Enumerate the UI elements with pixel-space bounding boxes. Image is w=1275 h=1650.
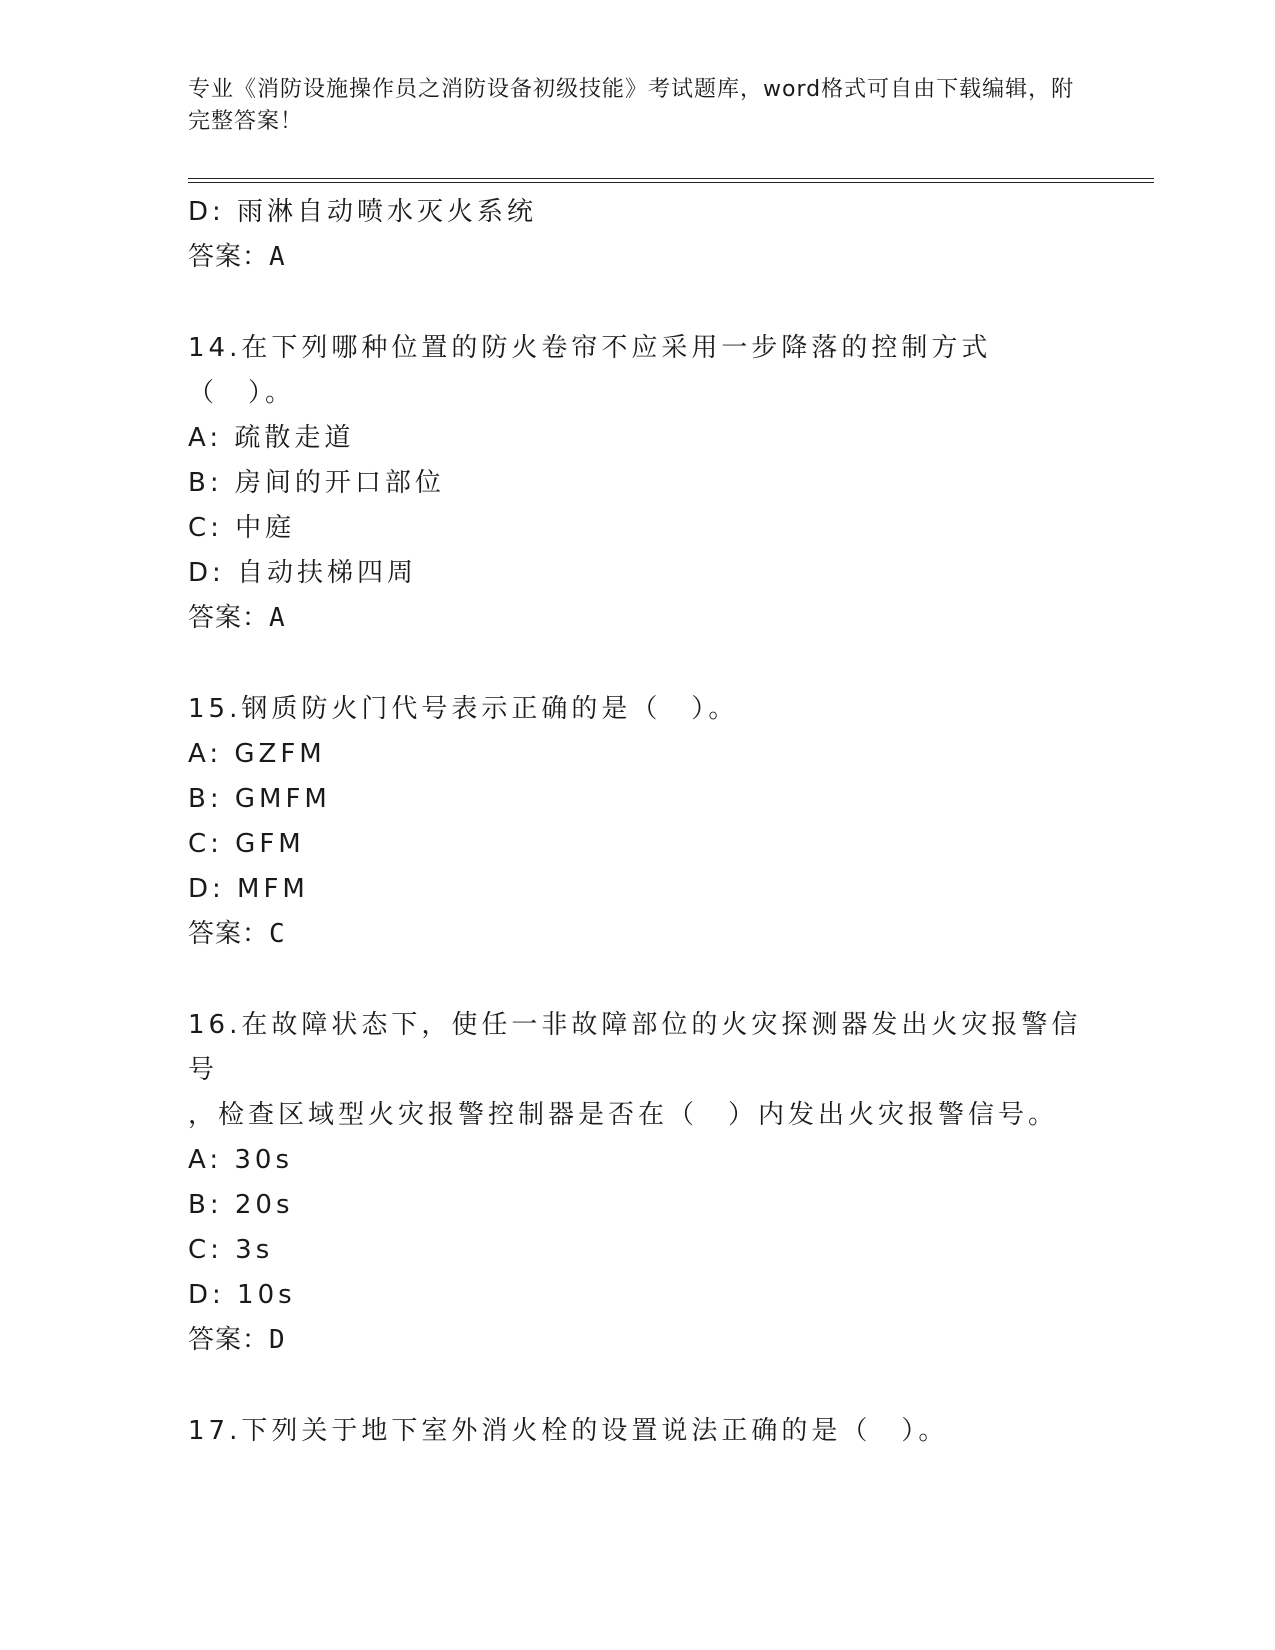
- answer-value: A: [269, 603, 286, 633]
- option-d: D: 雨淋自动喷水灭火系统: [188, 197, 538, 227]
- option-c: C: 中庭: [188, 513, 296, 543]
- answer-line: [188, 235, 1088, 280]
- option-a: A: 30s: [188, 1145, 293, 1175]
- answer-line: [188, 596, 1088, 641]
- answer-label: 答案：: [188, 603, 270, 633]
- answer-value: C: [269, 919, 286, 949]
- answer-label: 答案：: [188, 242, 270, 272]
- question-stem: 17.下列关于地下室外消火栓的设置说法正确的是（ ）。: [188, 1416, 949, 1446]
- option-d: D: 自动扶梯四周: [188, 558, 418, 588]
- question-stem: 15.钢质防火门代号表示正确的是（ ）。: [188, 694, 739, 724]
- answer-value: A: [269, 242, 286, 272]
- document-intro: 专业《消防设施操作员之消防设备初级技能》考试题库，word格式可自由下载编辑，附完整答案！: [188, 77, 1075, 134]
- option-b: B: 20s: [188, 1190, 294, 1220]
- question-stem: 14.在下列哪种位置的防火卷帘不应采用一步降落的控制方式（ ）。: [188, 333, 992, 408]
- option-d: D: 10s: [188, 1280, 296, 1310]
- option-b: B: GMFM: [188, 784, 331, 814]
- header-divider-bottom: [188, 182, 1154, 183]
- question-stem-line-2: ，检查区域型火灾报警控制器是否在（ ）内发出火灾报警信号。: [188, 1100, 1059, 1130]
- answer-label: 答案：: [188, 919, 270, 949]
- option-c: C: 3s: [188, 1235, 274, 1265]
- question-content: [188, 190, 1088, 1454]
- option-d: D: MFM: [188, 874, 309, 904]
- header-divider-top: [188, 178, 1154, 179]
- option-a: A: GZFM: [188, 739, 326, 769]
- option-c: C: GFM: [188, 829, 305, 859]
- option-b: B: 房间的开口部位: [188, 468, 445, 498]
- answer-label: 答案：: [188, 1325, 270, 1355]
- answer-line: [188, 1318, 1088, 1363]
- answer-value: D: [269, 1325, 286, 1355]
- answer-line: [188, 912, 1088, 957]
- question-stem-line-1: 16.在故障状态下，使任一非故障部位的火灾探测器发出火灾报警信号: [188, 1010, 1082, 1085]
- option-a: A: 疏散走道: [188, 423, 355, 453]
